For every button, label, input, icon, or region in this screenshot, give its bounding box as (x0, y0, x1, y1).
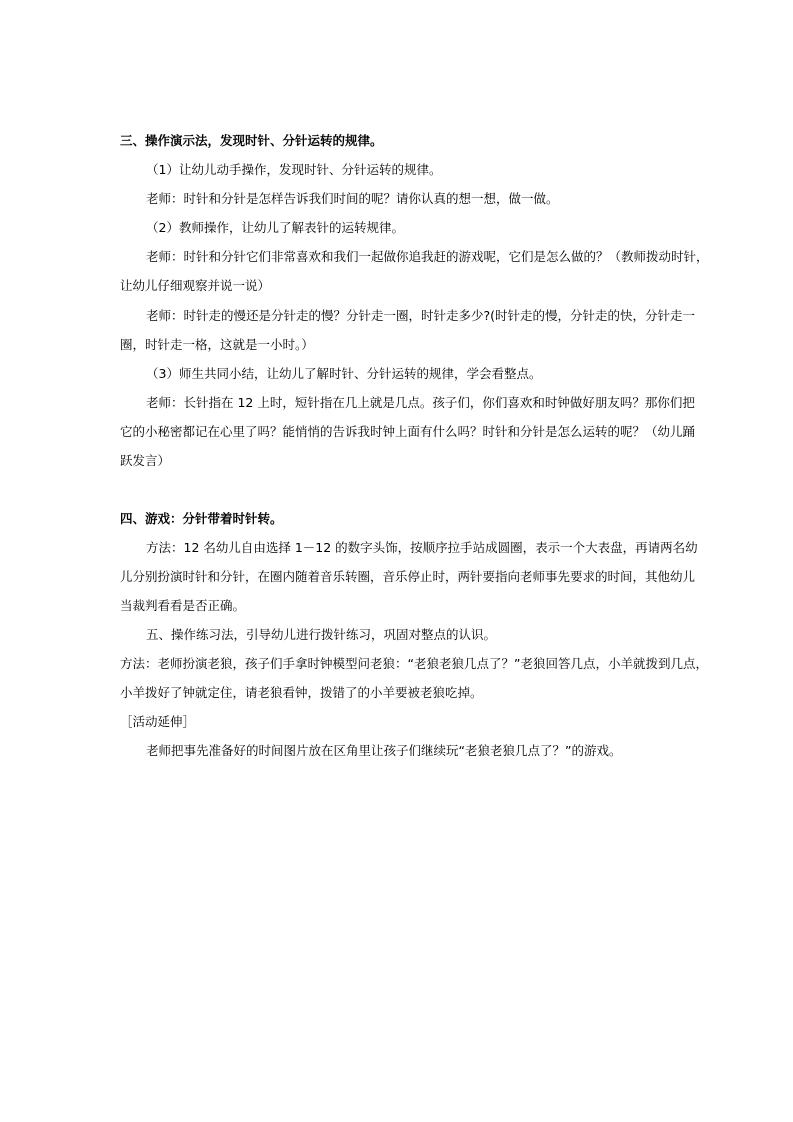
section3-paragraph-4-line-1: 老师：时针和分针它们非常喜欢和我们一起做你追我赶的游戏呢，它们是怎么做的？（教师拨动时针， (146, 249, 709, 264)
extension-paragraph-1: 老师把事先准备好的时间图片放在区角里让孩子们继续玩“老狼老狼几点了？”的游戏。 (146, 743, 622, 758)
section4-paragraph-1-line-1: 方法：12 名幼儿自由选择 1－12 的数字头饰，按顺序拉手站成圆圈，表示一个大表盘，再请两名幼 (146, 540, 698, 555)
section3-paragraph-5-line-2: 圈，时针走一格，这就是一小时。） (120, 337, 314, 352)
section5-heading: 五、操作练习法，引导幼儿进行拨针练习，巩固对整点的认识。 (146, 627, 497, 642)
extension-heading: ［活动延伸］ (120, 714, 196, 729)
section4-paragraph-1-line-2: 儿分别扮演时针和分针，在圈内随着音乐转圈，音乐停止时，两针要指向老师事先要求的时间，其他幼儿 (120, 569, 696, 584)
section3-paragraph-5-line-1: 老师：时针走的慢还是分针走的慢？分针走一圈，时针走多少?(时针走的慢，分针走的快，分针走一 (146, 308, 696, 323)
section3-paragraph-7-line-3: 跃发言） (120, 453, 171, 468)
section3-paragraph-1: （1）让幼儿动手操作，发现时针、分针运转的规律。 (146, 162, 442, 177)
section3-paragraph-2: 老师：时针和分针是怎样告诉我们时间的呢？请你认真的想一想，做一做。 (146, 191, 559, 206)
section3-paragraph-7-line-2: 它的小秘密都记在心里了吗？能悄悄的告诉我时钟上面有什么吗？时针和分针是怎么运转的呢？（幼儿踊 (120, 424, 696, 439)
section3-paragraph-6: （3）师生共同小结，让幼儿了解时针、分针运转的规律，学会看整点。 (146, 366, 542, 381)
section3-paragraph-3: （2）教师操作，让幼儿了解表针的运转规律。 (146, 220, 404, 235)
section3-paragraph-4-line-2: 让幼儿仔细观察并说一说） (120, 278, 271, 293)
section3-heading: 三、操作演示法，发现时针、分针运转的规律。 (120, 133, 383, 148)
section4-paragraph-1-line-3: 当裁判看看是否正确。 (120, 598, 246, 613)
section5-paragraph-1-line-2: 小羊拨好了钟就定住，请老狼看钟，拨错了的小羊要被老狼吃掉。 (120, 685, 483, 700)
section3-paragraph-7-line-1: 老师：长针指在 12 上时，短针指在几上就是几点。孩子们，你们喜欢和时钟做好朋友吗？那你们把 (146, 395, 695, 410)
section4-heading: 四、游戏：分针带着时针转。 (120, 511, 283, 526)
section5-paragraph-1-line-1: 方法：老师扮演老狼，孩子们手拿时钟模型问老狼：“老狼老狼几点了？”老狼回答几点，小羊就拨到几点， (120, 656, 708, 671)
